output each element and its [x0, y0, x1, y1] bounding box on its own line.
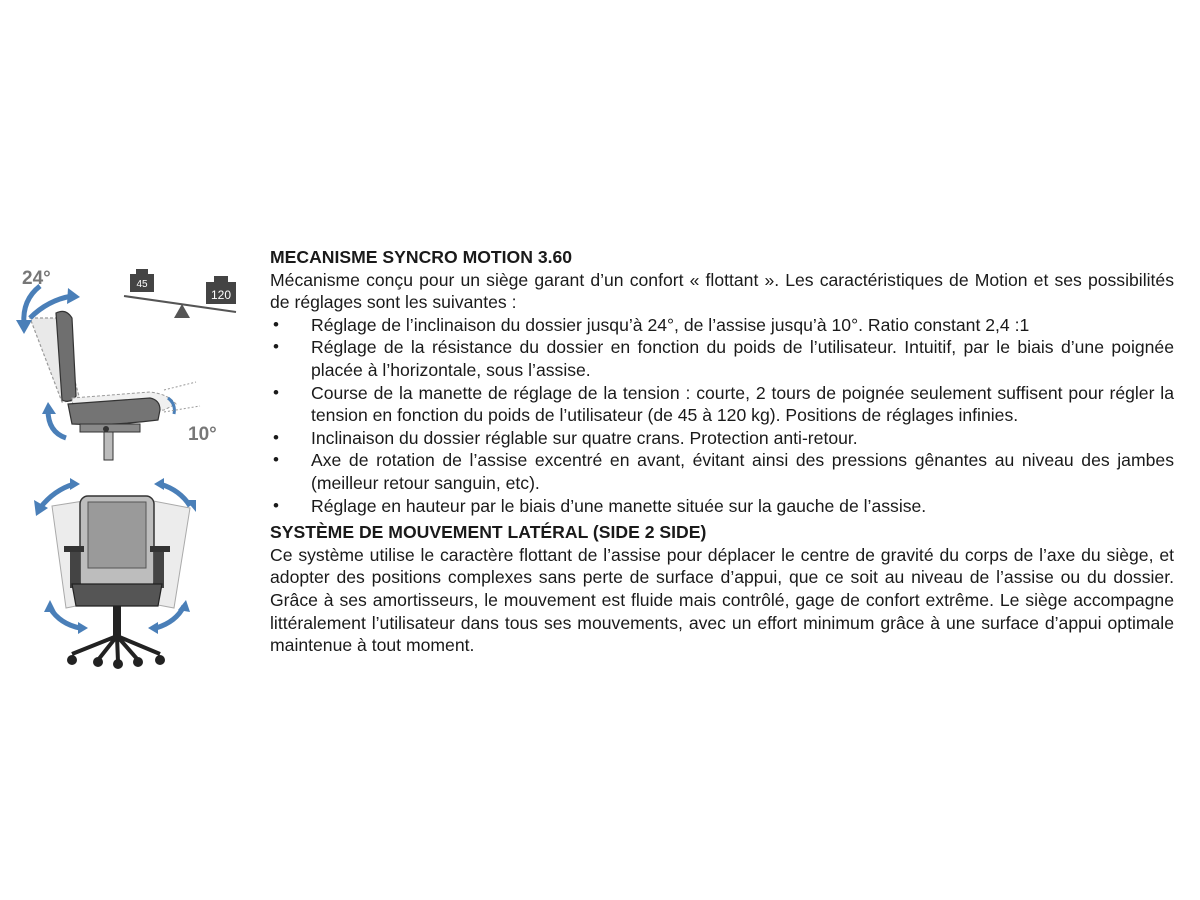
weight-max-label: 120 [210, 288, 232, 302]
angle-back-label: 24° [22, 268, 51, 289]
bullet-item: • Axe de rotation de l’assise excentré en avant, évitant ainsi des pressions gênantes au niveau des jambes (meilleur retour sanguin, etc). [270, 449, 1174, 494]
side-view-chair [16, 268, 217, 460]
bullet-item: • Réglage de la résistance du dossier en fonction du poids de l’utilisateur. Intuitif, par le biais d’une poignée placée à l’horizontale, sous l’assise. [270, 336, 1174, 381]
bullet-item: • Inclinaison du dossier réglable sur quatre crans. Protection anti-retour. [270, 427, 1174, 450]
bullet-item: • Réglage de l’inclinaison du dossier jusqu’à 24°, de l’assise jusqu’à 10°. Ratio constant 2,4 :1 [270, 314, 1174, 337]
bullet-item: • Réglage en hauteur par le biais d’une manette située sur la gauche de l’assise. [270, 495, 1174, 518]
angle-seat-label: 10° [188, 424, 217, 445]
chair-illustration [0, 0, 260, 700]
front-view-chair [34, 478, 196, 669]
section1-bullets [270, 314, 1174, 517]
section1-title: MECANISME SYNCRO MOTION 3.60 [270, 247, 573, 267]
section2-title: SYSTÈME DE MOUVEMENT LATÉRAL (SIDE 2 SIDE) [270, 522, 707, 543]
weight-min-label: 45 [136, 279, 148, 290]
section1-intro: Mécanisme conçu pour un siège garant d’un confort « flottant ». Les caractéristiques de Motion et ses possibilités de réglages sont les suivantes : [270, 269, 1174, 313]
spec-text [270, 246, 1174, 657]
weight-scale [124, 269, 236, 318]
bullet-item: • Course de la manette de réglage de la tension : courte, 2 tours de poignée seulement suffisent pour régler la tension en fonction du poids de l’utilisateur (de 45 à 120 kg). Positions de réglages infinies. [270, 382, 1174, 427]
section2-body: Ce système utilise le caractère flottant de l’assise pour déplacer le centre de gravité du corps de l’axe du siège, et adopter des positions complexes sans perte de surface d’appui, que ce soit au niveau de l’assise ou du dossier. Grâce à ses amortisseurs, le mouvement est fluide mais contrôlé, gage de confort extrême. Le siège accompagne littéralement l’utilisateur dans tous ses mouvements, avec un effort minimum grâce à une surface d’appui optimale maintenue à tout moment. [270, 544, 1174, 656]
